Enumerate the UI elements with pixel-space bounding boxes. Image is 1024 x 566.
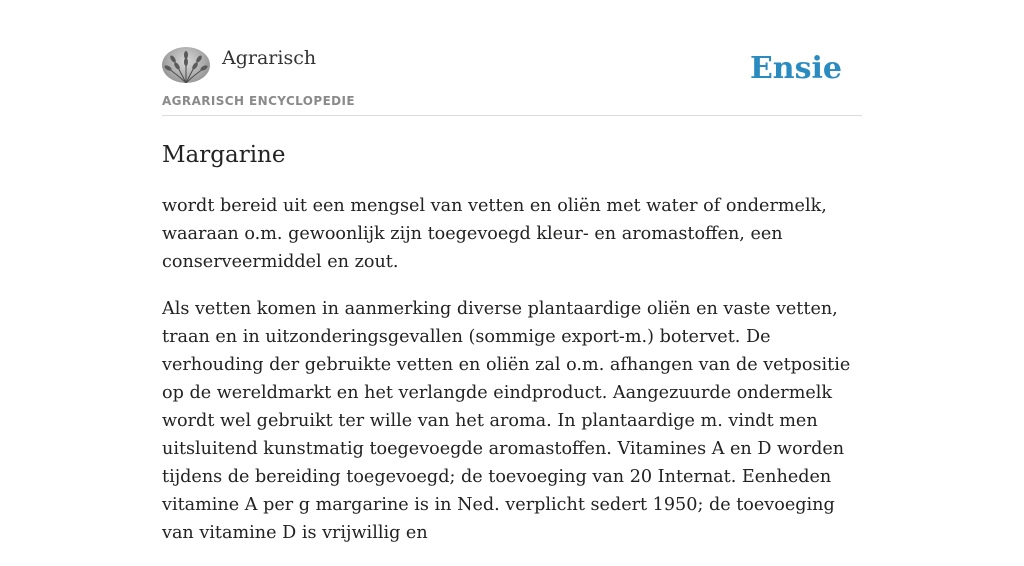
source-header [162, 0, 862, 116]
article-body [162, 192, 864, 566]
wheat-icon[interactable] [162, 47, 210, 83]
ensie-logo-link[interactable]: Ensie [749, 51, 842, 86]
article-paragraph: wordt bereid uit een mengsel van vetten en oliën met water of ondermelk, waaraan o.m. gewoonlijk zijn toegevoegd kleur- en aromastoffen, een conserveermiddel en zout. [162, 196, 827, 272]
article-title: Margarine [162, 142, 286, 168]
article-paragraph: Als vetten komen in aanmerking diverse plantaardige oliën en vaste vetten, traan en in uitzonderingsgevallen (sommige export-m.) botervet. De verhouding der gebruikte vetten en oliën zal o.m. afhangen van de vetpositie op de wereldmarkt en het verlangde eindproduct. Aangezuurde ondermelk wordt wel gebruikt ter wille van het aroma. In plantaardige m. vindt men uitsluitend kunstmatig toegevoegde aromastoffen. Vitamines A en D worden tijdens de bereiding toegevoegd; de toevoeging van 20 Internat. Eenheden vitamine A per g margarine is in Ned. verplicht sedert 1950; de toevoeging van vitamine D is vrijwillig en [162, 299, 851, 543]
source-subtitle: AGRARISCH ENCYCLOPEDIE [162, 94, 355, 108]
article-page [162, 0, 862, 543]
source-name-link[interactable]: Agrarisch [222, 47, 317, 69]
